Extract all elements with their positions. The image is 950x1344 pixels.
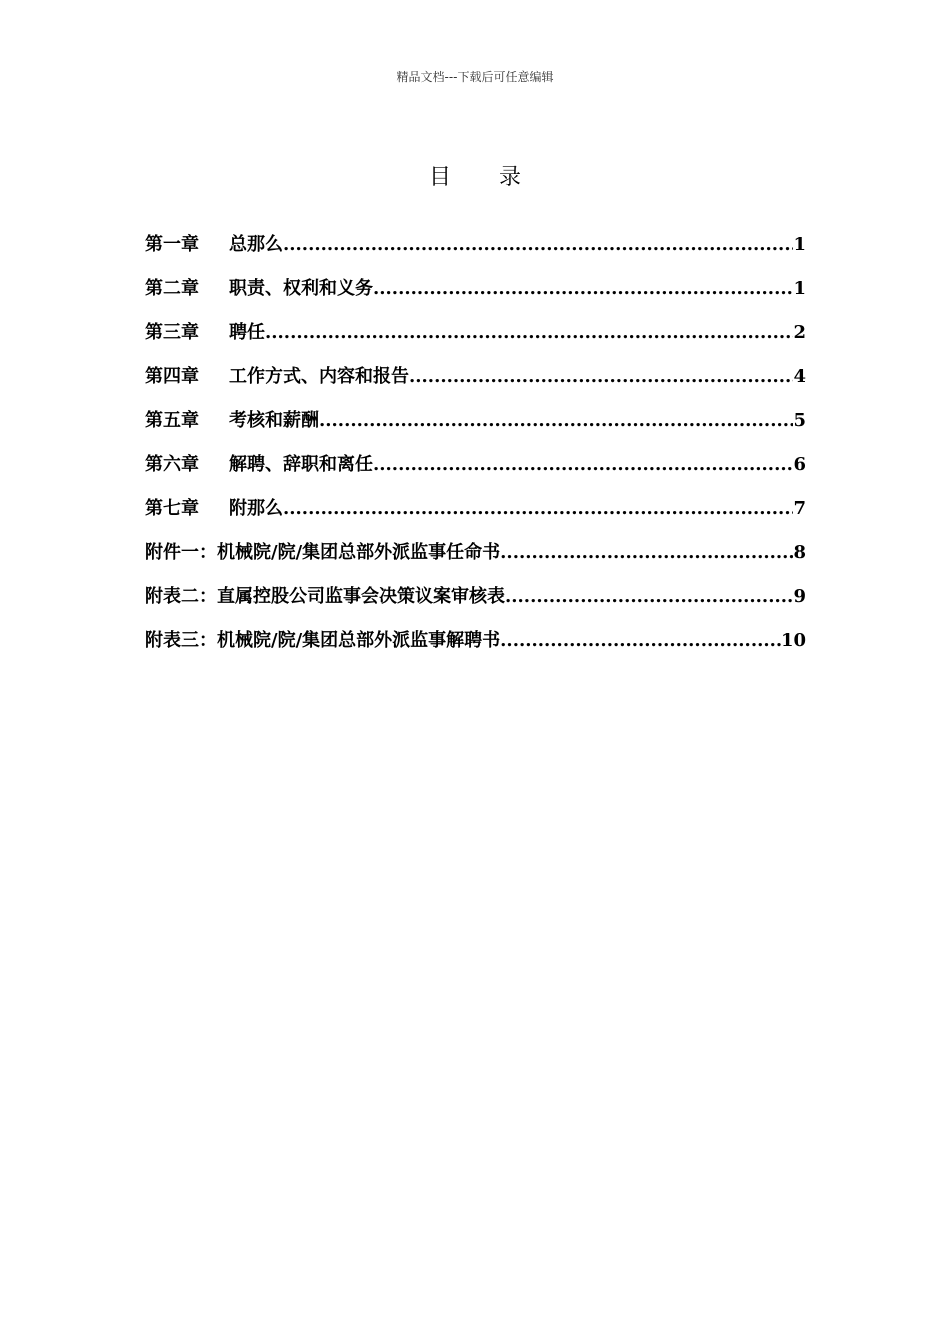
- toc-dot-leader: [409, 366, 793, 387]
- toc-dot-leader: [373, 454, 793, 475]
- toc-title-right: 录: [499, 165, 522, 190]
- toc-entry-title: 聘任: [229, 322, 265, 343]
- toc-dot-leader: [319, 410, 793, 431]
- toc-dot-leader: [500, 630, 781, 651]
- toc-entry-title: 考核和薪酬: [229, 410, 319, 431]
- toc-page-number: 9: [793, 586, 806, 607]
- toc-entry-title: 附表三：机械院/院/集团总部外派监事解聘书: [145, 630, 501, 651]
- toc-dot-leader: [283, 498, 793, 519]
- toc-entry-appendix-2[interactable]: [145, 582, 806, 626]
- toc-entry-chapter-7[interactable]: [145, 494, 806, 538]
- toc-entry-title: 附表二：直属控股公司监事会决策议案审核表: [145, 586, 505, 607]
- toc-dot-leader: [505, 586, 793, 607]
- toc-entry-title: 工作方式、内容和报告: [229, 366, 409, 387]
- toc-entry-attachment-1[interactable]: [145, 538, 806, 582]
- page-header: 精品文档---下载后可任意编辑: [396, 70, 554, 84]
- toc-dot-leader: [265, 322, 793, 343]
- toc-page-number: 4: [793, 366, 806, 387]
- toc-title: [0, 160, 950, 191]
- toc-chapter-label: 第五章: [145, 410, 199, 431]
- toc-page-number: 8: [793, 542, 806, 563]
- toc-chapter-label: 第七章: [145, 498, 199, 519]
- toc-entry-title: 职责、权利和义务: [229, 278, 373, 299]
- toc-page-number: 1: [793, 234, 806, 255]
- toc-dot-leader: [283, 234, 793, 255]
- toc-entry-title: 附那么: [229, 498, 283, 519]
- toc-page-number: 6: [793, 454, 806, 475]
- toc-entry-chapter-6[interactable]: [145, 450, 806, 494]
- toc-entry-title: 附件一：机械院/院/集团总部外派监事任命书: [145, 542, 501, 563]
- toc-entry-chapter-5[interactable]: [145, 406, 806, 450]
- toc-list: [145, 230, 806, 670]
- toc-chapter-label: 第一章: [145, 234, 199, 255]
- toc-title-left: 目: [428, 165, 451, 190]
- toc-entry-chapter-2[interactable]: [145, 274, 806, 318]
- toc-page-number: 2: [793, 322, 806, 343]
- toc-chapter-label: 第四章: [145, 366, 199, 387]
- toc-entry-chapter-3[interactable]: [145, 318, 806, 362]
- toc-page-number: 5: [793, 410, 806, 431]
- toc-entry-appendix-3[interactable]: [145, 626, 806, 670]
- toc-entry-chapter-4[interactable]: [145, 362, 806, 406]
- toc-chapter-label: 第六章: [145, 454, 199, 475]
- toc-dot-leader: [373, 278, 793, 299]
- toc-entry-title: 解聘、辞职和离任: [229, 454, 373, 475]
- toc-page-number: 1: [793, 278, 806, 299]
- toc-chapter-label: 第三章: [145, 322, 199, 343]
- toc-chapter-label: 第二章: [145, 278, 199, 299]
- toc-entry-title: 总那么: [229, 234, 283, 255]
- toc-dot-leader: [500, 542, 793, 563]
- toc-entry-chapter-1[interactable]: [145, 230, 806, 274]
- toc-page-number: 10: [780, 630, 806, 651]
- toc-page-number: 7: [793, 498, 806, 519]
